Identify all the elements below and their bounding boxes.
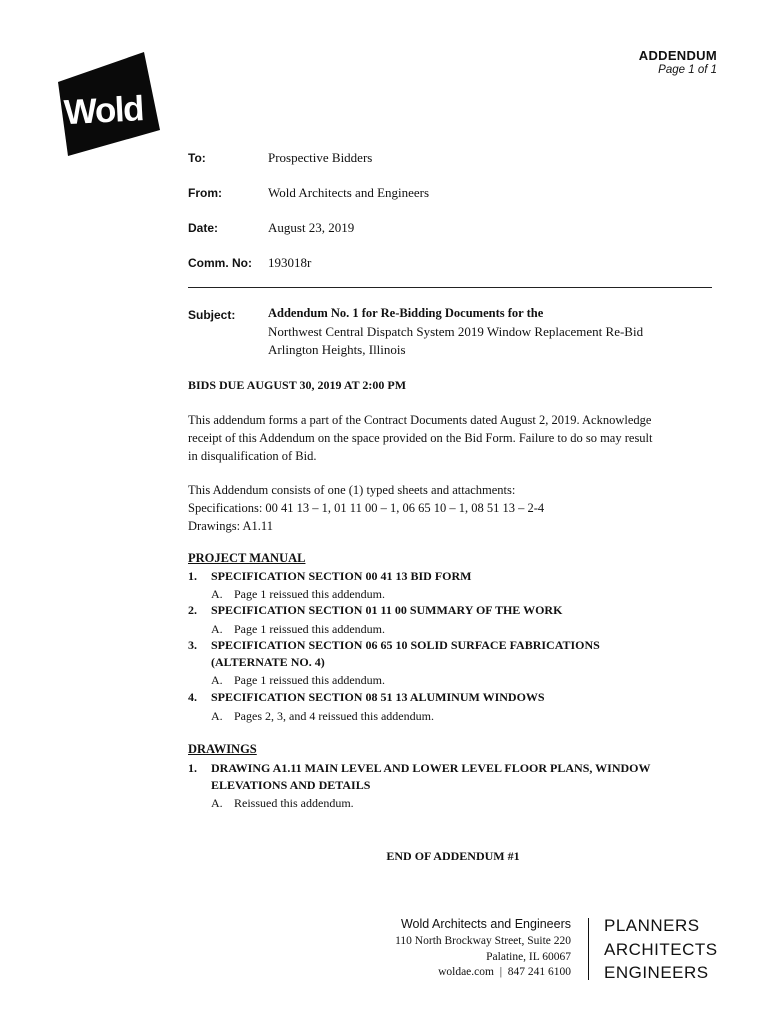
pm-item-3-sub: Page 1 reissued this addendum.: [234, 673, 385, 687]
pm-item-2-sub: Page 1 reissued this addendum.: [234, 622, 385, 636]
pm-item-3-sub-letter: A.: [211, 673, 223, 687]
pm-item-4-num: 4.: [188, 690, 197, 704]
end-of-addendum: END OF ADDENDUM #1: [386, 849, 520, 863]
pm-item-3-num: 3.: [188, 638, 197, 652]
dwg-item-1-num: 1.: [188, 761, 197, 775]
pm-item-4-sub-letter: A.: [211, 709, 223, 723]
pm-item-2-title: SPECIFICATION SECTION 01 11 00 SUMMARY OF THE WORK: [211, 603, 563, 617]
dwg-item-1-sub-letter: A.: [211, 796, 223, 810]
logo-text: Wold: [63, 89, 144, 133]
from-value: Wold Architects and Engineers: [268, 185, 430, 200]
pm-item-4-title: SPECIFICATION SECTION 08 51 13 ALUMINUM WINDOWS: [211, 690, 545, 704]
pm-item-1-title: SPECIFICATION SECTION 00 41 13 BID FORM: [211, 569, 472, 583]
para2-line2: Specifications: 00 41 13 – 1, 01 11 00 – 1, 06 65 10 – 1, 08 51 13 – 2-4: [188, 501, 545, 515]
to-value: Prospective Bidders: [268, 150, 373, 165]
pm-item-4-sub: Pages 2, 3, and 4 reissued this addendum.: [234, 709, 434, 723]
footer-company: Wold Architects and Engineers: [400, 917, 571, 931]
footer-tag-engineers: ENGINEERS: [604, 963, 709, 982]
pm-item-3-title-2: (ALTERNATE NO. 4): [211, 655, 325, 669]
subject-line-2: Northwest Central Dispatch System 2019 Window Replacement Re-Bid: [268, 324, 644, 339]
comm-label: Comm. No:: [188, 256, 252, 270]
footer-divider: [588, 918, 589, 980]
para1-line2: receipt of this Addendum on the space provided on the Bid Form. Failure to do so may result: [188, 431, 653, 445]
wold-logo: [52, 52, 160, 156]
addendum-title: ADDENDUM: [638, 48, 717, 63]
bids-due: BIDS DUE AUGUST 30, 2019 AT 2:00 PM: [188, 378, 407, 392]
subject-label: Subject:: [188, 308, 236, 322]
pm-item-1-num: 1.: [188, 569, 197, 583]
comm-value: 193018r: [268, 255, 312, 270]
dwg-item-1-sub: Reissued this addendum.: [234, 796, 354, 810]
to-label: To:: [188, 151, 206, 165]
para1-line3: in disqualification of Bid.: [188, 449, 317, 463]
pm-item-1-sub: Page 1 reissued this addendum.: [234, 587, 385, 601]
dwg-item-1-title-2: ELEVATIONS AND DETAILS: [211, 778, 371, 792]
footer-tag-architects: ARCHITECTS: [604, 940, 718, 959]
subject-line-3: Arlington Heights, Illinois: [268, 342, 406, 357]
from-label: From:: [188, 186, 222, 200]
date-value: August 23, 2019: [268, 220, 355, 235]
pm-item-2-sub-letter: A.: [211, 622, 223, 636]
subject-line-1: Addendum No. 1 for Re-Bidding Documents for the: [268, 306, 544, 320]
footer-address-1: 110 North Brockway Street, Suite 220: [395, 935, 571, 947]
footer-contact: woldae.com | 847 241 6100: [438, 966, 571, 978]
project-manual-heading: PROJECT MANUAL: [188, 551, 306, 565]
para2-line1: This Addendum consists of one (1) typed sheets and attachments:: [188, 483, 516, 497]
para1-line1: This addendum forms a part of the Contract Documents dated August 2, 2019. Acknowledge: [188, 413, 652, 427]
pm-item-2-num: 2.: [188, 603, 197, 617]
pm-item-3-title: SPECIFICATION SECTION 06 65 10 SOLID SURFACE FABRICATIONS: [211, 638, 600, 652]
footer-tag-planners: PLANNERS: [604, 916, 700, 935]
pm-item-1-sub-letter: A.: [211, 587, 223, 601]
date-label: Date:: [188, 221, 219, 235]
para2-line3: Drawings: A1.11: [188, 519, 273, 533]
footer-address-2: Palatine, IL 60067: [486, 951, 571, 963]
header-divider: [188, 287, 712, 288]
page-number: Page 1 of 1: [658, 64, 717, 76]
dwg-item-1-title: DRAWING A1.11 MAIN LEVEL AND LOWER LEVEL FLOOR PLANS, WINDOW: [211, 761, 651, 775]
drawings-heading: DRAWINGS: [188, 742, 257, 756]
